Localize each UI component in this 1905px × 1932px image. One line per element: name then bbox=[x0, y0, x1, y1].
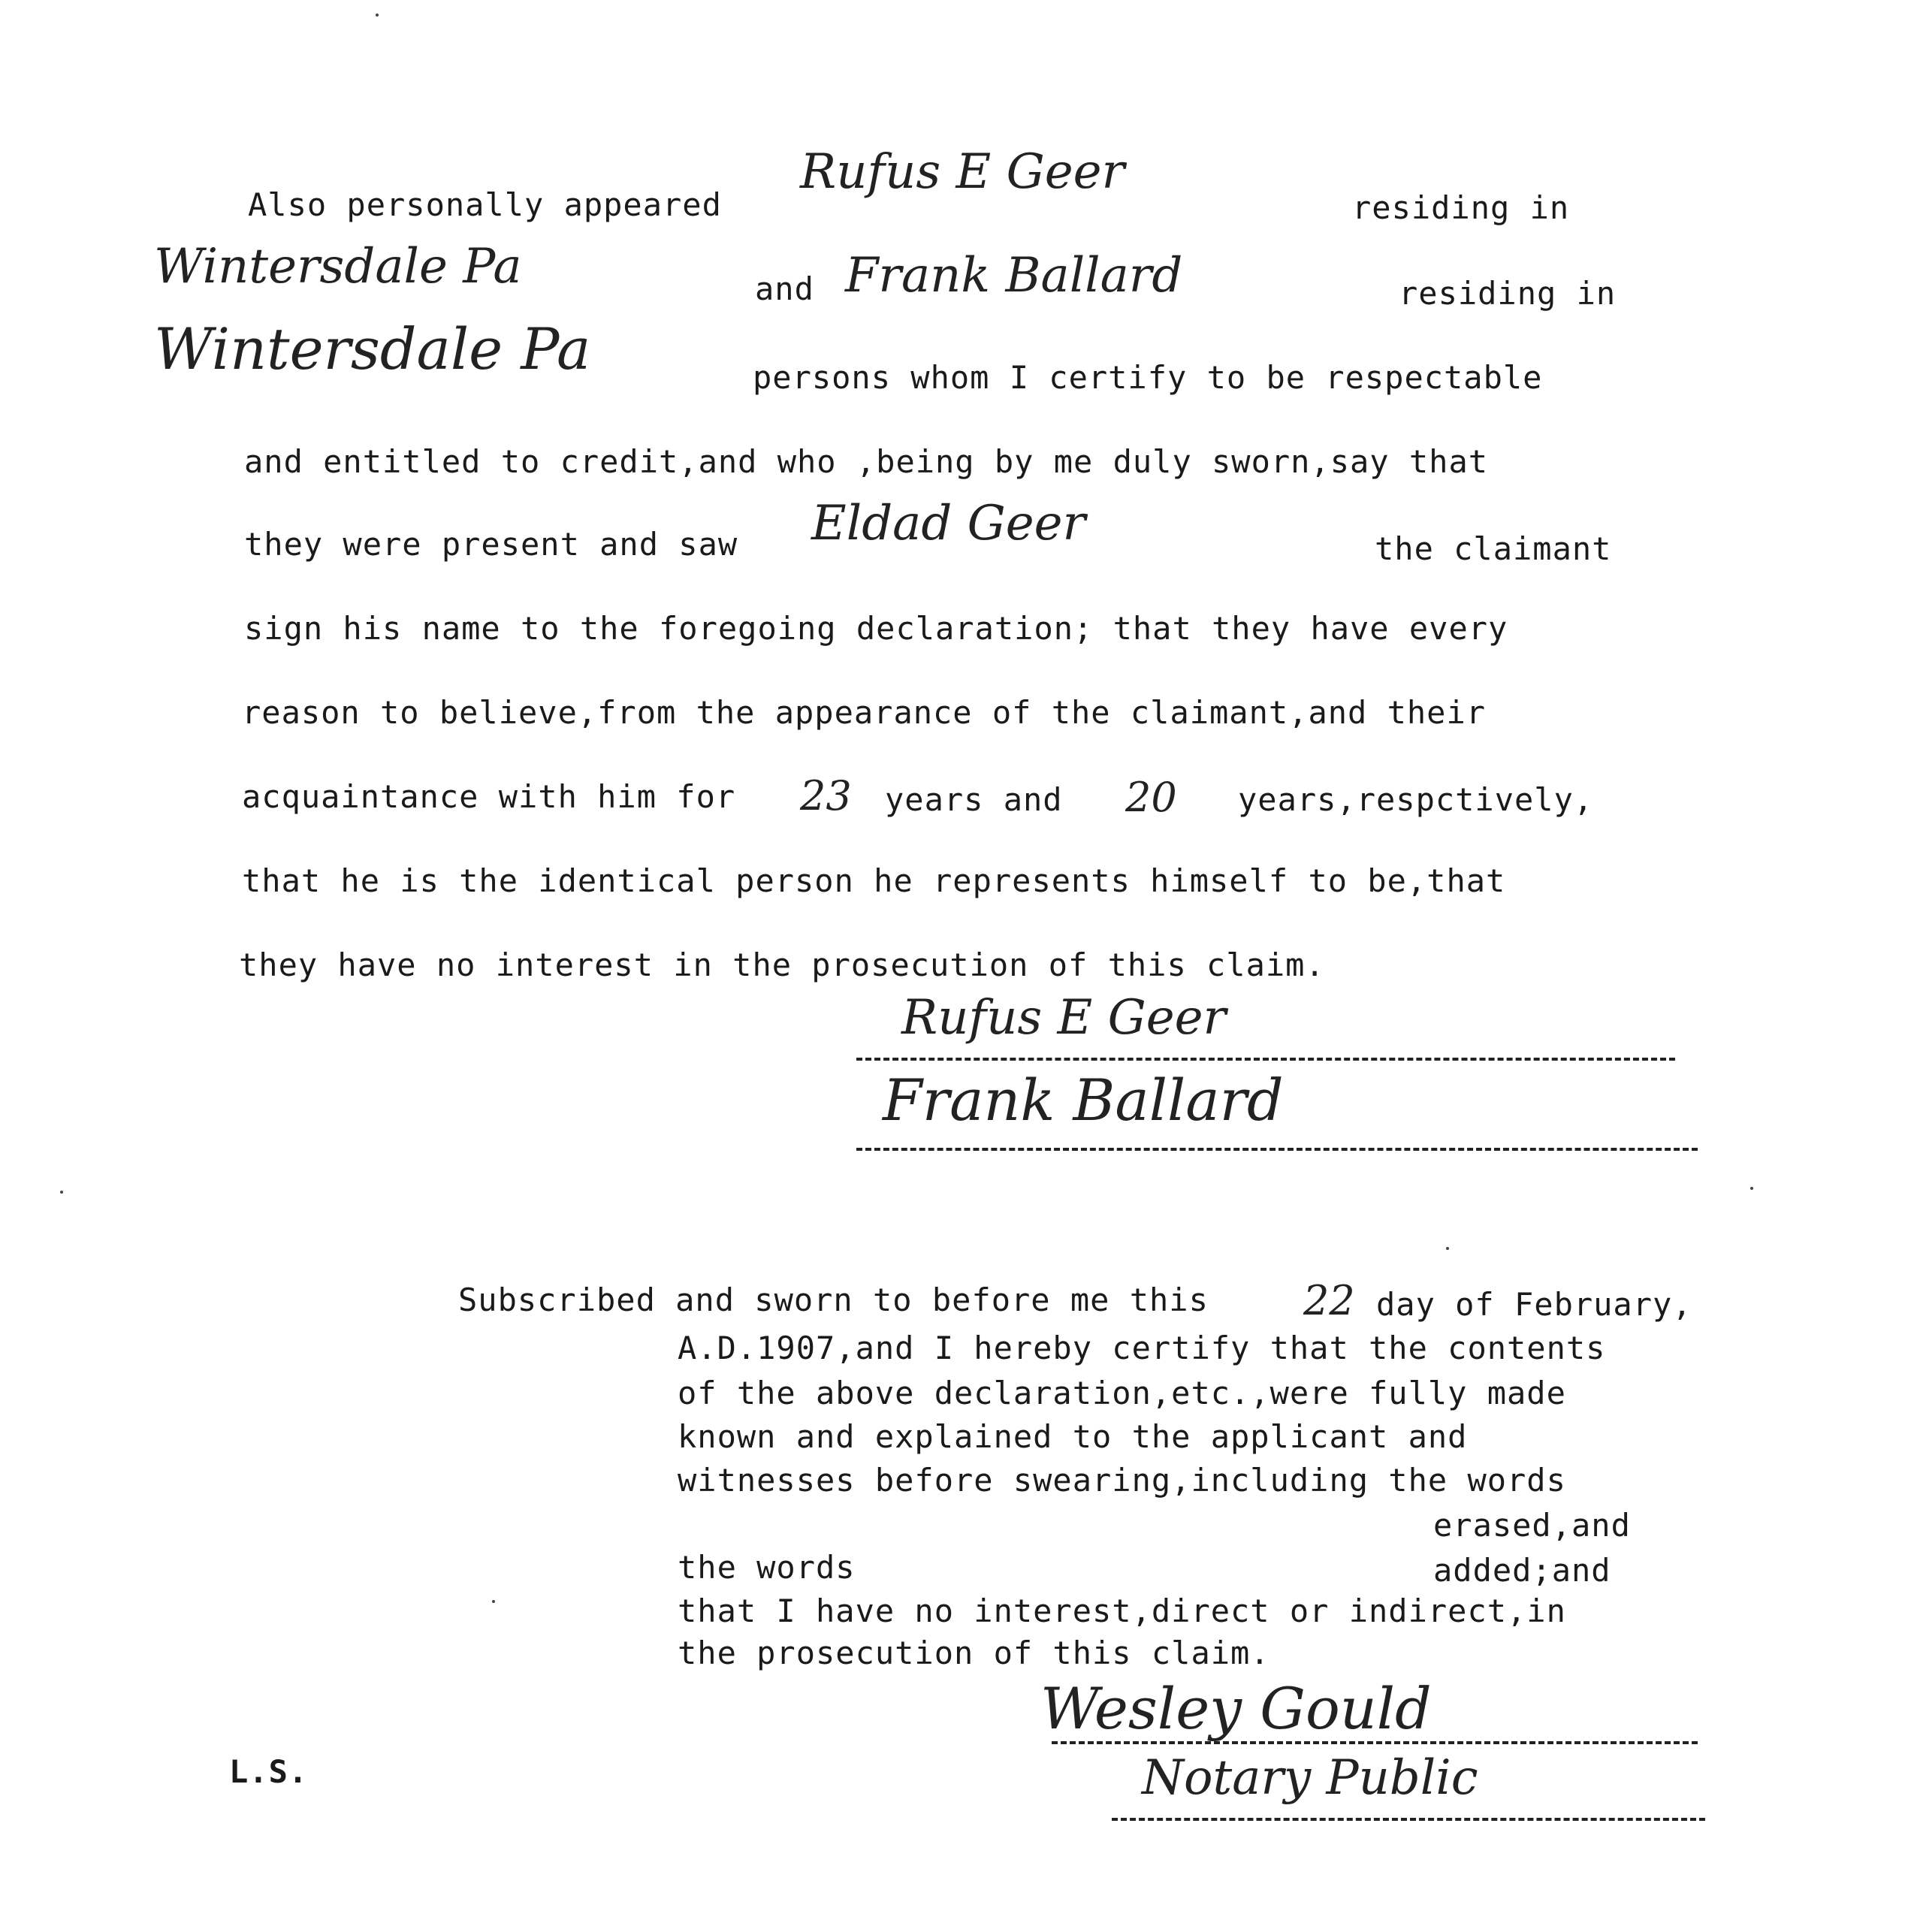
line-8-text-b: years and bbox=[885, 781, 1063, 818]
line-9-text: that he is the identical person he represents himself to be,that bbox=[242, 862, 1506, 899]
scan-speck bbox=[492, 1600, 495, 1603]
witness2-signature-line bbox=[856, 1148, 1698, 1151]
scan-speck bbox=[1750, 1187, 1753, 1190]
line-10-text: they have no interest in the prosecution of this claim. bbox=[239, 946, 1325, 983]
witness2-signature: Frank Ballard bbox=[883, 1067, 1284, 1134]
jurat-line-8-text: that I have no interest,direct or indirect,in bbox=[678, 1592, 1566, 1629]
jurat-line-7-text-b: added;and bbox=[1433, 1552, 1611, 1589]
witness1-name-handwritten: Rufus E Geer bbox=[800, 144, 1125, 200]
line-5-text-b: the claimant bbox=[1375, 530, 1612, 567]
scan-speck bbox=[1446, 1247, 1449, 1250]
line-4-text: and entitled to credit,and who ,being by me duly sworn,say that bbox=[244, 443, 1489, 480]
jurat-line-2-text: A.D.1907,and I hereby certify that the contents bbox=[678, 1330, 1606, 1366]
years-known-1-handwritten: 23 bbox=[800, 772, 852, 820]
line-8-text-a: acquaintance with him for bbox=[242, 778, 736, 815]
line-5-text-a: they were present and saw bbox=[244, 526, 738, 563]
witness1-signature: Rufus E Geer bbox=[901, 990, 1227, 1046]
line-8-text-c: years,respctively, bbox=[1238, 781, 1594, 818]
line-7-text: reason to believe,from the appearance of the claimant,and their bbox=[242, 694, 1487, 731]
jurat-line-3-text: of the above declaration,etc.,were fully made bbox=[678, 1375, 1566, 1411]
line-1-text-a: Also personally appeared bbox=[248, 186, 722, 223]
line-1-text-b: residing in bbox=[1352, 189, 1570, 226]
line-2-text-b: residing in bbox=[1399, 275, 1617, 312]
seal-label: L.S. bbox=[229, 1753, 309, 1790]
jurat-line-6-text: erased,and bbox=[1433, 1507, 1631, 1544]
scan-speck bbox=[60, 1191, 63, 1194]
jurat-line-7-text-a: the words bbox=[678, 1549, 856, 1586]
notary-signature-line bbox=[1052, 1741, 1698, 1744]
jurat-line-4-text: known and explained to the applicant and bbox=[678, 1418, 1468, 1455]
years-known-2-handwritten: 20 bbox=[1125, 774, 1177, 821]
notary-title-line bbox=[1112, 1818, 1705, 1821]
witness1-residence-handwritten: Wintersdale Pa bbox=[154, 239, 522, 294]
witness2-residence-handwritten: Wintersdale Pa bbox=[154, 315, 591, 382]
jurat-line-5-text: witnesses before swearing,including the words bbox=[678, 1462, 1566, 1499]
notary-signature: Wesley Gould bbox=[1040, 1675, 1432, 1742]
jurat-line-1-text-a: Subscribed and sworn to before me this bbox=[458, 1281, 1209, 1318]
scan-speck bbox=[376, 14, 379, 17]
line-2-text-a: and bbox=[755, 270, 814, 307]
jurat-day-handwritten: 22 bbox=[1303, 1277, 1355, 1324]
witness1-signature-line bbox=[856, 1058, 1675, 1061]
jurat-line-1-text-b: day of February, bbox=[1376, 1286, 1692, 1323]
line-3-text: persons whom I certify to be respectable bbox=[753, 359, 1543, 396]
notary-title-handwritten: Notary Public bbox=[1142, 1750, 1478, 1806]
jurat-line-9-text: the prosecution of this claim. bbox=[678, 1635, 1270, 1671]
witness2-name-handwritten: Frank Ballard bbox=[845, 248, 1183, 303]
line-6-text: sign his name to the foregoing declaration; that they have every bbox=[244, 610, 1508, 647]
claimant-name-handwritten: Eldad Geer bbox=[811, 496, 1086, 551]
